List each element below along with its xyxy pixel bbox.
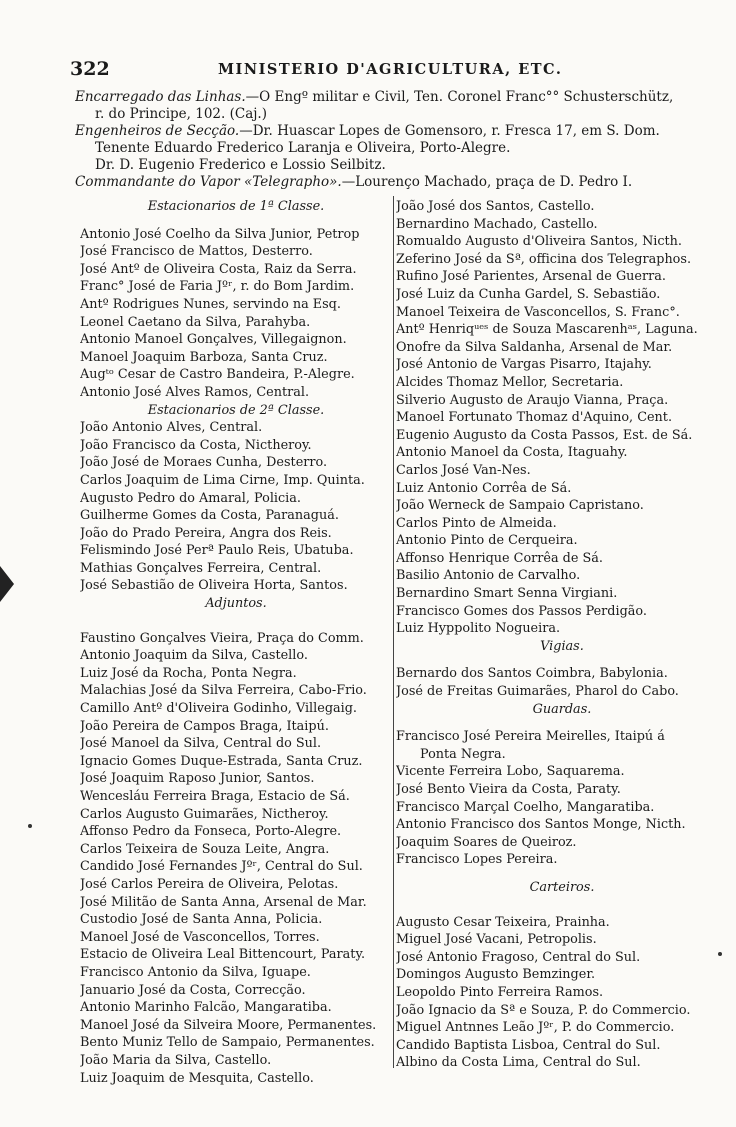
staff-entry: Francisco Gomes dos Passos Perdigão.	[396, 603, 647, 619]
staff-entry: Guilherme Gomes da Costa, Paranaguá.	[80, 508, 339, 524]
staff-entry: Carlos Augusto Guimarães, Nictheroy.	[80, 806, 329, 822]
page-header	[70, 58, 630, 80]
staff-entry: Romualdo Augusto d'Oliveira Santos, Nicth.	[396, 234, 682, 250]
staff-entry: Leopoldo Pinto Ferreira Ramos.	[396, 984, 604, 1000]
staff-entry: Antonio Joaquim da Silva, Castello.	[80, 648, 308, 664]
staff-entry: Bernardino Smart Senna Virgiani.	[396, 586, 618, 602]
staff-entry: Antonio Francisco dos Santos Monge, Nicth.	[396, 817, 686, 833]
staff-entry: Carlos Teixeira de Souza Leite, Angra.	[80, 841, 330, 857]
staff-entry: Bento Muniz Tello de Sampaio, Permanentes.	[80, 1035, 375, 1051]
staff-entry: Antonio Marinho Falcão, Mangaratiba.	[80, 1000, 332, 1016]
staff-entry: Manoel José de Vasconcellos, Torres.	[80, 929, 320, 945]
staff-entry: Antonio Pinto de Cerqueira.	[396, 533, 578, 549]
staff-entry: Malachias José da Silva Ferreira, Cabo-Frio.	[80, 683, 367, 699]
staff-entry: Augusto Pedro do Amaral, Policia.	[80, 490, 301, 506]
staff-entry: Albino da Costa Lima, Central do Sul.	[396, 1055, 641, 1071]
staff-entry: Custodio José de Santa Anna, Policia.	[80, 912, 323, 928]
staff-entry: Manoel Joaquim Barboza, Santa Cruz.	[80, 349, 328, 365]
staff-entry: Ponta Negra.	[420, 746, 506, 762]
staff-entry: Faustino Gonçalves Vieira, Praça do Comm.	[80, 630, 364, 646]
staff-entry: José Francisco de Mattos, Desterro.	[80, 244, 313, 260]
header-line	[75, 89, 705, 106]
spacer	[396, 897, 728, 914]
staff-entry: Candido Baptista Lisboa, Central do Sul.	[396, 1037, 661, 1053]
staff-entry: Zeferino José da Sª, officina dos Telegraphos.	[396, 251, 692, 267]
header-line-text: —Dr. Huascar Lopes de Gomensoro, r. Fresca 17, em S. Dom.	[239, 123, 660, 139]
staff-entry: João Antonio Alves, Central.	[80, 420, 263, 436]
staff-entry: Augᵗᵒ Cesar de Castro Bandeira, P.-Alegre.	[80, 367, 355, 383]
staff-entry: Eugenio Augusto da Costa Passos, Est. de Sá.	[396, 427, 693, 443]
left-column	[80, 198, 392, 1087]
staff-entry: Manoel José da Silveira Moore, Permanentes.	[80, 1017, 377, 1033]
staff-entry: Affonso Henrique Corrêa de Sá.	[396, 550, 603, 566]
staff-entry: Carlos Joaquim de Lima Cirne, Imp. Quinta.	[80, 472, 365, 488]
staff-entry: João José de Moraes Cunha, Desterro.	[80, 455, 328, 471]
staff-entry: Affonso Pedro da Fonseca, Porto-Alegre.	[80, 824, 342, 840]
staff-entry: José Militão de Santa Anna, Arsenal de Mar.	[80, 894, 367, 910]
staff-entry: José Bento Vieira da Costa, Paraty.	[396, 782, 621, 797]
staff-entry: Antonio Manoel Gonçalves, Villegaignon.	[80, 332, 347, 348]
column-divider	[393, 196, 394, 1068]
right-column	[396, 198, 728, 1072]
staff-entry: Augusto Cesar Teixeira, Prainha.	[396, 914, 610, 930]
section-heading: Guardas.	[532, 701, 592, 717]
staff-entry: Franc° José de Faria Jºʳ, r. do Bom Jardim.	[80, 279, 355, 295]
header-line	[75, 123, 705, 140]
staff-entry: João do Prado Pereira, Angra dos Reis.	[80, 525, 332, 541]
header-line-text: —O Engº militar e Civil, Ten. Coronel Franc°° Schusterschütz,	[245, 89, 674, 105]
staff-entry: Alcides Thomaz Mellor, Secretaria.	[396, 374, 624, 390]
header-line	[75, 157, 725, 174]
staff-entry: Luiz José da Rocha, Ponta Negra.	[80, 665, 297, 681]
section-heading: Carteiros.	[529, 879, 595, 895]
staff-entry: Camillo Antº d'Oliveira Godinho, Villegaig.	[80, 701, 357, 717]
section-heading: Adjuntos.	[205, 596, 267, 612]
ink-blot	[0, 566, 14, 602]
staff-entry: Wencesláu Ferreira Braga, Estacio de Sá.	[80, 789, 350, 804]
section-heading: Estacionarios de 2ª Classe.	[147, 402, 325, 418]
staff-entry: Luiz Hyppolito Nogueira.	[396, 621, 561, 637]
header-line-text: Tenente Eduardo Frederico Laranja e Oliveira, Porto-Alegre.	[95, 140, 511, 156]
header-line	[75, 106, 725, 123]
staff-entry: Luiz Joaquim de Mesquita, Castello.	[80, 1070, 314, 1086]
staff-entry: Vicente Ferreira Lobo, Saquarema.	[396, 764, 625, 780]
staff-entry: João Pereira de Campos Braga, Itaipú.	[80, 718, 329, 734]
page-number: 322	[70, 58, 110, 80]
staff-entry: Antonio Manoel da Costa, Itaguahy.	[396, 445, 628, 461]
staff-entry: José Sebastião de Oliveira Horta, Santos.	[80, 578, 348, 594]
spacer	[396, 718, 728, 728]
staff-entry: Januario José da Costa, Correcção.	[80, 982, 306, 998]
staff-entry: Mathias Gonçalves Ferreira, Central.	[80, 560, 322, 576]
header-line	[75, 140, 725, 157]
staff-entry: Miguel Antnnes Leão Jºʳ, P. do Commercio.	[396, 1020, 675, 1036]
staff-entry: Rufino José Parientes, Arsenal de Guerra.	[396, 269, 666, 285]
staff-entry: João Werneck de Sampaio Capristano.	[396, 498, 644, 514]
ink-dot	[28, 824, 32, 828]
staff-entry: João Maria da Silva, Castello.	[80, 1052, 272, 1068]
staff-entry: Joaquim Soares de Queiroz.	[396, 834, 577, 850]
section-heading: Vigias.	[540, 638, 584, 654]
header-line-label: Encarregado das Linhas.	[75, 89, 246, 105]
staff-entry: João Francisco da Costa, Nictheroy.	[80, 437, 312, 453]
staff-entry: Miguel José Vacani, Petropolis.	[396, 932, 597, 948]
header-line-text: Dr. D. Eugenio Frederico e Lossio Seilbitz.	[95, 157, 386, 173]
header-line-label: Commandante do Vapor «Telegrapho».	[75, 174, 342, 190]
staff-entry: José Antº de Oliveira Costa, Raiz da Serra.	[80, 261, 357, 277]
header-line-label: Engenheiros de Secção.	[75, 123, 240, 139]
header-line-text: —Lourenço Machado, praça de D. Pedro I.	[341, 174, 633, 190]
staff-entry: Francisco Lopes Pereira.	[396, 852, 558, 868]
staff-entry: Antº Henriqᵘᵉˢ de Souza Mascarenhᵃˢ, Laguna.	[396, 322, 698, 338]
staff-entry: José de Freitas Guimarães, Pharol do Cabo.	[396, 684, 679, 700]
staff-entry: Domingos Augusto Bemzinger.	[396, 967, 596, 983]
staff-entry: Antº Rodrigues Nunes, servindo na Esq.	[80, 296, 341, 312]
staff-entry: Basilio Antonio de Carvalho.	[396, 568, 581, 584]
section-heading: Estacionarios de 1ª Classe.	[147, 199, 325, 214]
staff-entry: Leonel Caetano da Silva, Parahyba.	[80, 314, 311, 330]
staff-entry: Ignacio Gomes Duque-Estrada, Santa Cruz.	[80, 753, 363, 769]
staff-entry: Antonio José Coelho da Silva Junior, Petrop	[80, 226, 360, 242]
header-line-text: r. do Principe, 102. (Caj.)	[95, 106, 267, 122]
staff-entry: Carlos Pinto de Almeida.	[396, 515, 557, 531]
staff-entry: Francisco Marçal Coelho, Mangaratiba.	[396, 799, 655, 815]
staff-entry: José Joaquim Raposo Junior, Santos.	[80, 771, 315, 787]
staff-entry: João José dos Santos, Castello.	[396, 199, 595, 214]
staff-entry: Francisco José Pereira Meirelles, Itaipú á	[396, 729, 665, 745]
staff-entry: Bernardo dos Santos Coimbra, Babylonia.	[396, 666, 668, 682]
spacer	[80, 216, 392, 226]
spacer	[396, 869, 728, 879]
staff-entry: Antonio José Alves Ramos, Central.	[80, 384, 310, 400]
staff-entry: José Carlos Pereira de Oliveira, Pelotas.	[80, 876, 339, 892]
running-title: MINISTERIO D'AGRICULTURA, ETC.	[218, 61, 563, 78]
spacer	[80, 613, 392, 630]
staff-entry: José Manoel da Silva, Central do Sul.	[80, 736, 322, 752]
staff-entry: Carlos José Van-Nes.	[396, 462, 531, 478]
header-line	[75, 174, 705, 191]
staff-entry: Onofre da Silva Saldanha, Arsenal de Mar.	[396, 339, 673, 355]
staff-entry: José Antonio Fragoso, Central do Sul.	[396, 949, 641, 965]
staff-entry: Francisco Antonio da Silva, Iguape.	[80, 964, 311, 980]
staff-entry: Luiz Antonio Corrêa de Sá.	[396, 480, 572, 496]
staff-entry: Manoel Fortunato Thomaz d'Aquino, Cent.	[396, 410, 673, 426]
staff-entry: Candido José Fernandes Jºʳ, Central do Sul.	[80, 859, 363, 875]
staff-entry: Silverio Augusto de Araujo Vianna, Praça.	[396, 392, 669, 408]
staff-entry: Felismindo José Perª Paulo Reis, Ubatuba.	[80, 543, 354, 559]
staff-entry: Bernardino Machado, Castello.	[396, 216, 598, 232]
staff-entry: Manoel Teixeira de Vasconcellos, S. Franc°.	[396, 304, 680, 320]
staff-entry: José Luiz da Cunha Gardel, S. Sebastião.	[396, 286, 661, 302]
staff-entry: Estacio de Oliveira Leal Bittencourt, Paraty.	[80, 947, 366, 963]
staff-entry: João Ignacio da Sª e Souza, P. do Commercio.	[396, 1002, 691, 1018]
staff-entry: José Antonio de Vargas Pisarro, Itajahy.	[396, 357, 652, 373]
spacer	[396, 655, 728, 665]
